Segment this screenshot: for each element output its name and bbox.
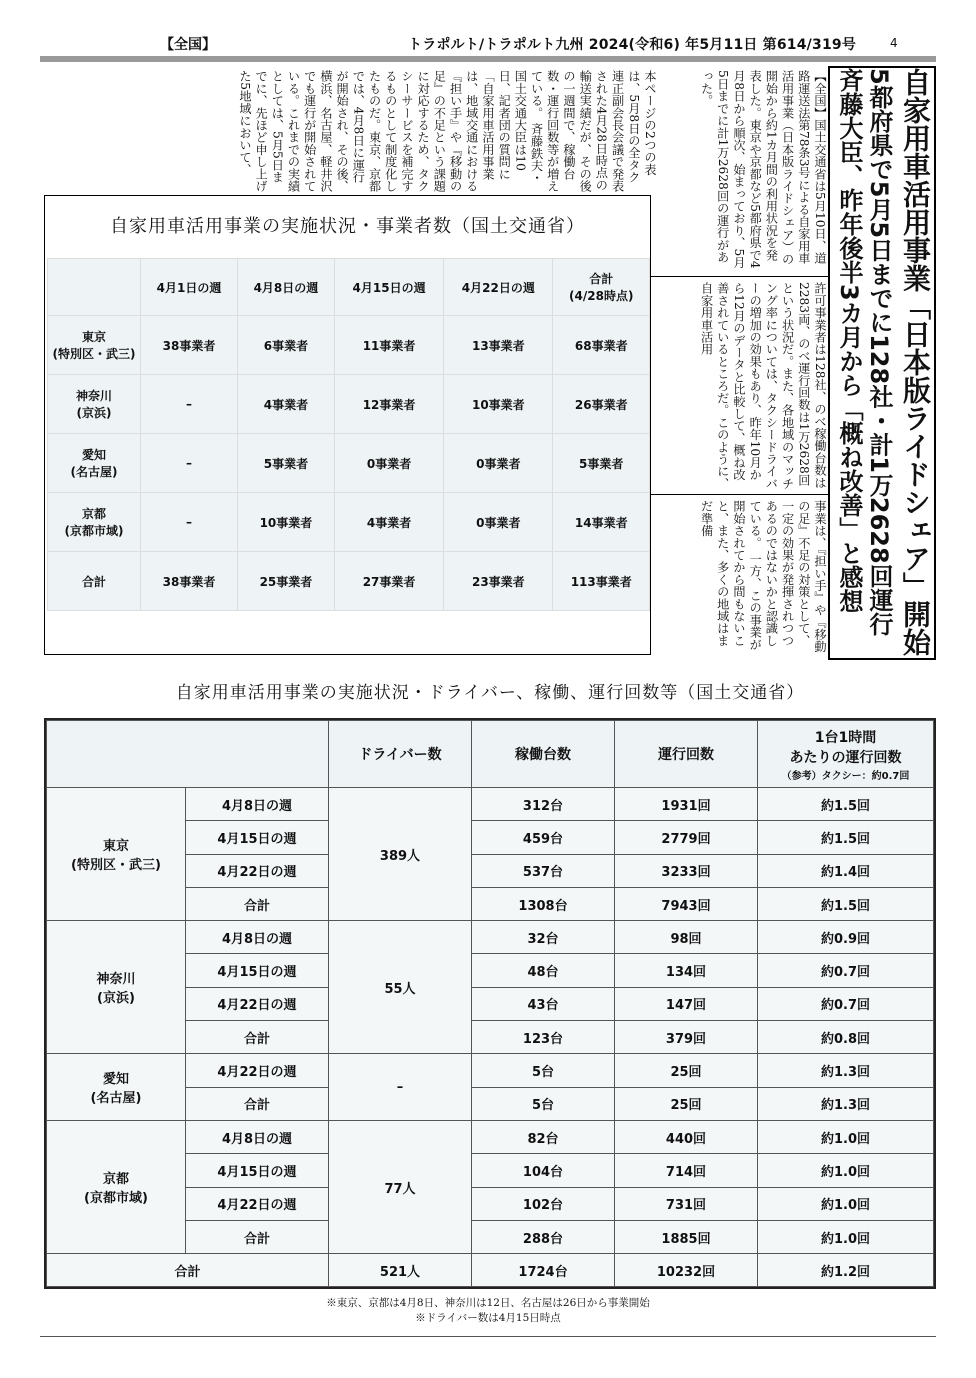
trips-cell: 25回 bbox=[615, 1054, 758, 1087]
vehicles-cell: 48台 bbox=[472, 954, 615, 987]
column-header bbox=[47, 721, 329, 788]
column-header: 4月15日の週 bbox=[334, 259, 443, 316]
table1-box bbox=[44, 195, 651, 655]
week-cell: 4月8日の週 bbox=[186, 1120, 329, 1153]
column-header: 運行回数 bbox=[615, 721, 758, 788]
vehicles-cell: 102台 bbox=[472, 1187, 615, 1220]
week-cell: 4月15日の週 bbox=[186, 1154, 329, 1187]
table-cell: 10事業者 bbox=[237, 493, 334, 552]
vehicles-cell: 123台 bbox=[472, 1021, 615, 1054]
vehicles-cell: 288台 bbox=[472, 1220, 615, 1253]
table-cell: 38事業者 bbox=[141, 552, 238, 611]
table-cell: 5事業者 bbox=[237, 434, 334, 493]
table-cell: 11事業者 bbox=[334, 316, 443, 375]
table1-title: 自家用車活用事業の実施状況・事業者数（国土交通省） bbox=[110, 216, 585, 237]
table-cell: 26事業者 bbox=[553, 375, 650, 434]
article-body-middle: 許可事業者は128社、のべ稼働台数は2283両、のべ運行回数は1万2628回という状況だ。また、各地域のマッチング率については、タクシードライバーの増加の効果もあり、昨年10月から12月のデータと比較して、概ね改善されているところだ。このように、自家用車活用 bbox=[699, 282, 827, 490]
table-cell: 4事業者 bbox=[237, 375, 334, 434]
trips-cell: 714回 bbox=[615, 1154, 758, 1187]
footer-rule bbox=[40, 1336, 936, 1337]
page-number: 4 bbox=[890, 36, 898, 50]
table2-title: 自家用車活用事業の実施状況・ドライバー、稼働、運行回数等（国土交通省） bbox=[175, 683, 805, 703]
table-row bbox=[47, 1054, 934, 1087]
table-cell: 5事業者 bbox=[553, 434, 650, 493]
week-cell: 合計 bbox=[186, 1087, 329, 1120]
table-cell: 12事業者 bbox=[334, 375, 443, 434]
table-header-row bbox=[47, 721, 934, 788]
table-cell: 6事業者 bbox=[237, 316, 334, 375]
week-cell: 4月15日の週 bbox=[186, 821, 329, 854]
drivers-cell: 55人 bbox=[329, 921, 472, 1054]
table-cell: – bbox=[141, 375, 238, 434]
vehicles-cell: 1308台 bbox=[472, 887, 615, 920]
table2-box bbox=[44, 718, 936, 1289]
week-cell: 4月22日の週 bbox=[186, 1187, 329, 1220]
article-body-bottom: 事業は、『担い手』や『移動の足』不足の対策として、一定の効果が発揮されつつあるのではないかと認識している。 一方、この事業が開始されてから間もないこと、また、多くの地域はまだ準備 bbox=[699, 500, 827, 653]
column-divider bbox=[650, 276, 828, 277]
rate-cell: 約1.3回 bbox=[758, 1054, 934, 1087]
table-cell: 68事業者 bbox=[553, 316, 650, 375]
week-cell: 合計 bbox=[186, 887, 329, 920]
page-header bbox=[40, 30, 936, 54]
note-line: ※東京、京都は4月8日、神奈川は12日、名古屋は26日から事業開始 bbox=[326, 1297, 650, 1309]
column-header: 1台1時間 あたりの運行回数 （参考）タクシー：約0.7回 bbox=[758, 721, 934, 788]
trips-cell: 7943回 bbox=[615, 887, 758, 920]
vehicles-cell: 82台 bbox=[472, 1120, 615, 1153]
table-cell: 0事業者 bbox=[334, 434, 443, 493]
table-header-row bbox=[48, 259, 650, 316]
column-header: 4月22日の週 bbox=[444, 259, 553, 316]
vehicles-cell: 537台 bbox=[472, 854, 615, 887]
column-header: 4月1日の週 bbox=[141, 259, 238, 316]
column-header: 合計 (4/28時点) bbox=[553, 259, 650, 316]
rate-cell: 約0.7回 bbox=[758, 954, 934, 987]
table-cell: 13事業者 bbox=[444, 316, 553, 375]
table-cell: 113事業者 bbox=[553, 552, 650, 611]
per-hour-note: （参考）タクシー：約0.7回 bbox=[781, 770, 910, 782]
table-cell: 38事業者 bbox=[141, 316, 238, 375]
trips-cell: 731回 bbox=[615, 1187, 758, 1220]
week-cell: 4月22日の週 bbox=[186, 1054, 329, 1087]
region-tag: 【全国】 bbox=[160, 37, 216, 53]
row-header: 東京 (特別区・武三) bbox=[48, 316, 141, 375]
week-cell: 合計 bbox=[186, 1220, 329, 1253]
table-row bbox=[48, 316, 650, 375]
table-cell: 25事業者 bbox=[237, 552, 334, 611]
trips-cell: 440回 bbox=[615, 1120, 758, 1153]
trips-cell: 1885回 bbox=[615, 1220, 758, 1253]
trips-cell: 3233回 bbox=[615, 854, 758, 887]
table-cell: 10事業者 bbox=[444, 375, 553, 434]
trips-cell: 2779回 bbox=[615, 821, 758, 854]
trips-cell: 134回 bbox=[615, 954, 758, 987]
region-header: 東京 (特別区・武三) bbox=[47, 788, 186, 921]
table-cell: 23事業者 bbox=[444, 552, 553, 611]
column-header bbox=[48, 259, 141, 316]
table1-operators bbox=[47, 258, 650, 611]
region-header: 京都 (京都市域) bbox=[47, 1120, 186, 1253]
publication-info: トラポルト/トラポルト九州 2024(令和6) 年5月11日 第614/319号 bbox=[408, 37, 857, 53]
row-header: 神奈川 (京浜) bbox=[48, 375, 141, 434]
table-cell: 0事業者 bbox=[444, 493, 553, 552]
table2-drivers-trips bbox=[46, 720, 934, 1287]
table-row bbox=[48, 375, 650, 434]
rate-cell: 約1.0回 bbox=[758, 1220, 934, 1253]
rate-cell: 約0.9回 bbox=[758, 921, 934, 954]
table-cell: 14事業者 bbox=[553, 493, 650, 552]
table-row bbox=[48, 552, 650, 611]
table-cell: 27事業者 bbox=[334, 552, 443, 611]
article-body-lead: 【全国】国土交通省は5月10日、道路運送法第78条3号による自家用車活用事業（日本版ライドシェア）の開始から約1カ月間の利用状況を発表した。東京や京都など5都府県で4月8日から順次、始まっており、5月5日までに計1万2628回の運行があった。 bbox=[699, 70, 827, 269]
table-row bbox=[47, 788, 934, 821]
total-row bbox=[47, 1254, 934, 1287]
row-header: 合計 bbox=[48, 552, 141, 611]
week-cell: 4月8日の週 bbox=[186, 788, 329, 821]
vehicles-cell: 312台 bbox=[472, 788, 615, 821]
table-cell: – bbox=[141, 434, 238, 493]
header-rule bbox=[40, 56, 936, 62]
total-drivers: 521人 bbox=[329, 1254, 472, 1287]
table-row bbox=[48, 493, 650, 552]
rate-cell: 約0.7回 bbox=[758, 987, 934, 1020]
rate-cell: 約1.0回 bbox=[758, 1120, 934, 1153]
column-divider bbox=[650, 494, 828, 495]
total-label: 合計 bbox=[47, 1254, 329, 1287]
column-header: ドライバー数 bbox=[329, 721, 472, 788]
column-header: 稼働台数 bbox=[472, 721, 615, 788]
trips-cell: 98回 bbox=[615, 921, 758, 954]
week-cell: 合計 bbox=[186, 1021, 329, 1054]
drivers-cell: 389人 bbox=[329, 788, 472, 921]
vehicles-cell: 459台 bbox=[472, 821, 615, 854]
trips-cell: 1931回 bbox=[615, 788, 758, 821]
table-cell: – bbox=[141, 493, 238, 552]
article-body-left: 本ページの2つの表は、5月8日の全タク連正副会長会議で発表された4月28日時点の輸送実績だが、その後の一週間で、稼働台数・運行回数等が増えている。 斉藤鉄夫・国土交通大臣は10日、記者団の質問に「自家用車活用事業は、地域交通における『担い手』や『移動の足』の不足という課題に対応するため、タクシーサービスを補完するものとして制度化したものだ。東京、京都では、4月8日に運行が開始され、その後、横浜、名古屋、軽井沢でも運行が開始されている。これまでの実績としては、5月5日までに、先ほど申し上げた5地域において、 bbox=[237, 70, 657, 192]
rate-cell: 約1.5回 bbox=[758, 788, 934, 821]
total-rate: 約1.2回 bbox=[758, 1254, 934, 1287]
note-line: ※ドライバー数は4月15日時点 bbox=[415, 1312, 561, 1324]
headline-sub: 5都府県で5月5日までに128社・計1万2628回運行 斉藤大臣、昨年後半3カ月から「概ね改善」と感想 bbox=[835, 68, 893, 636]
headline-main: 自家用車活用事業「日本版ライドシェア」開始 bbox=[899, 68, 932, 656]
table-cell: 0事業者 bbox=[444, 434, 553, 493]
vehicles-cell: 104台 bbox=[472, 1154, 615, 1187]
vehicles-cell: 5台 bbox=[472, 1054, 615, 1087]
table-cell: 4事業者 bbox=[334, 493, 443, 552]
drivers-cell: – bbox=[329, 1054, 472, 1121]
rate-cell: 約1.0回 bbox=[758, 1154, 934, 1187]
table-row bbox=[48, 434, 650, 493]
trips-cell: 25回 bbox=[615, 1087, 758, 1120]
row-header: 京都 (京都市域) bbox=[48, 493, 141, 552]
rate-cell: 約0.8回 bbox=[758, 1021, 934, 1054]
week-cell: 4月8日の週 bbox=[186, 921, 329, 954]
rate-cell: 約1.5回 bbox=[758, 887, 934, 920]
region-header: 神奈川 (京浜) bbox=[47, 921, 186, 1054]
rate-cell: 約1.4回 bbox=[758, 854, 934, 887]
row-header: 愛知 (名古屋) bbox=[48, 434, 141, 493]
trips-cell: 379回 bbox=[615, 1021, 758, 1054]
vehicles-cell: 5台 bbox=[472, 1087, 615, 1120]
table-row bbox=[47, 921, 934, 954]
drivers-cell: 77人 bbox=[329, 1120, 472, 1253]
trips-cell: 147回 bbox=[615, 987, 758, 1020]
total-vehicles: 1724台 bbox=[472, 1254, 615, 1287]
rate-cell: 約1.0回 bbox=[758, 1187, 934, 1220]
region-header: 愛知 (名古屋) bbox=[47, 1054, 186, 1121]
column-header: 4月8日の週 bbox=[237, 259, 334, 316]
vehicles-cell: 32台 bbox=[472, 921, 615, 954]
week-cell: 4月22日の週 bbox=[186, 987, 329, 1020]
week-cell: 4月22日の週 bbox=[186, 854, 329, 887]
week-cell: 4月15日の週 bbox=[186, 954, 329, 987]
rate-cell: 約1.5回 bbox=[758, 821, 934, 854]
vehicles-cell: 43台 bbox=[472, 987, 615, 1020]
rate-cell: 約1.3回 bbox=[758, 1087, 934, 1120]
table-row bbox=[47, 1120, 934, 1153]
total-trips: 10232回 bbox=[615, 1254, 758, 1287]
table-notes bbox=[0, 1296, 976, 1326]
